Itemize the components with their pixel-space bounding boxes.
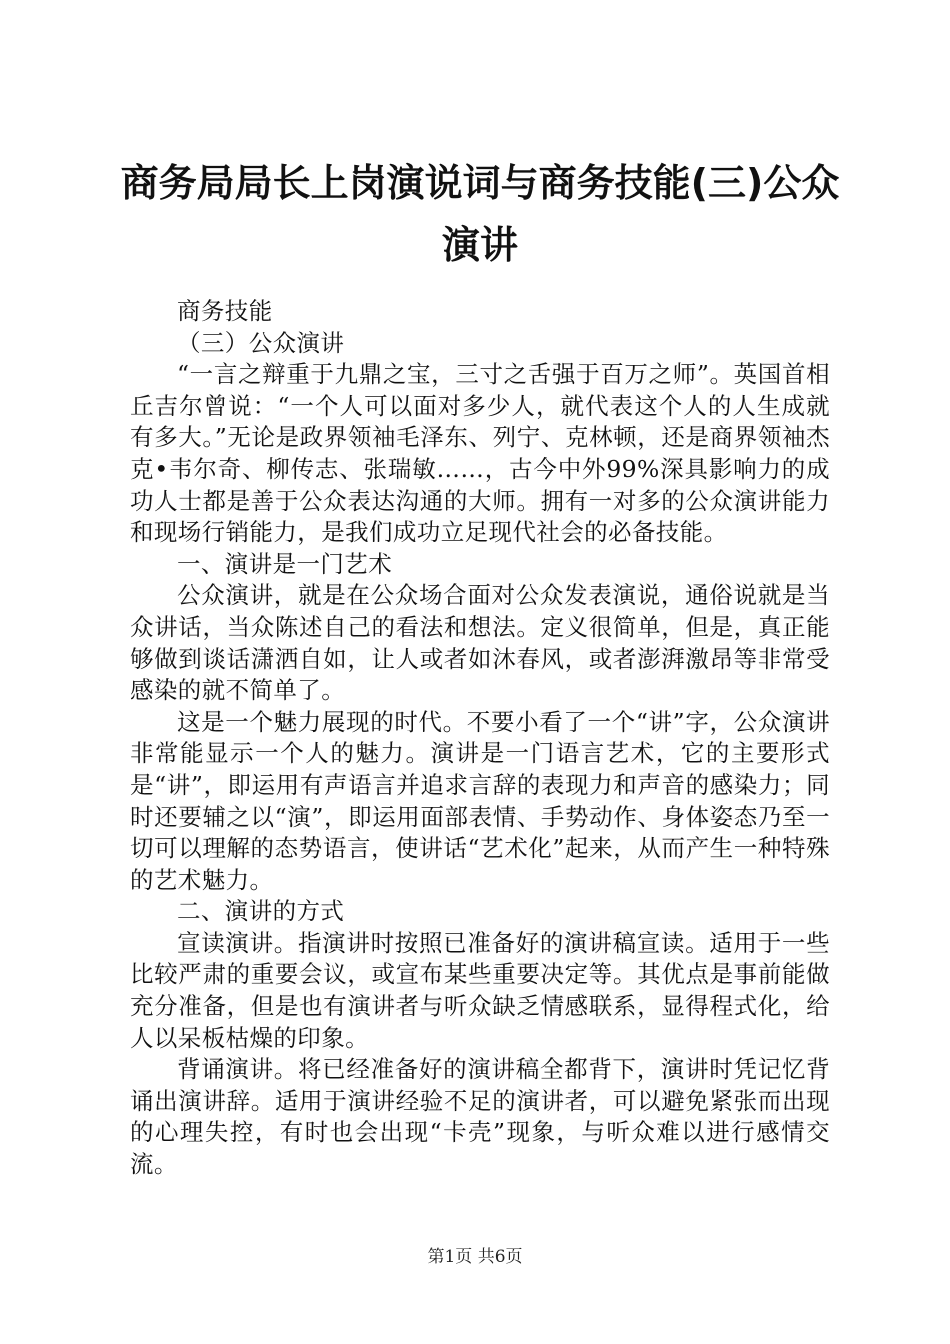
paragraph-recitation-speech: 背诵演讲。将已经准备好的演讲稿全都背下，演讲时凭记忆背诵出演讲辞。适用于演讲经验不足的演讲者，可以避免紧张而出现的心理失控，有时也会出现“卡壳”现象，与听众难以进行感情交流。 — [130, 1055, 830, 1179]
paragraph-heading-public-speaking: （三）公众演讲 — [177, 328, 345, 357]
paragraph-reading-speech: 宣读演讲。指演讲时按照已准备好的演讲稿宣读。适用于一些比较严肃的重要会议，或宣布某些重要决定等。其优点是事前能做充分准备，但是也有演讲者与听众缺乏情感联系，显得程式化，给人以呆板枯燥的印象。 — [130, 928, 830, 1052]
paragraph-heading-business-skills: 商务技能 — [177, 297, 273, 325]
document-title: 商务局局长上岗演说词与商务技能(三)公众演讲 — [120, 161, 840, 267]
paragraph-intro: “一言之辩重于九鼎之宝，三寸之舌强于百万之师”。英国首相丘吉尔曾说：“一个人可以面对多少人，就代表这个人的人生成就有多大。”无论是政界领袖毛泽东、列宁、克林顿，还是商界领袖杰克•韦尔奇、柳传志、张瑞敏……，古今中外99%深具影响力的成功人士都是善于公众表达沟通的大师。拥有一对多的公众演讲能力和现场行销能力，是我们成功立足现代社会的必备技能。 — [130, 360, 830, 547]
paragraph-charm: 这是一个魅力展现的时代。不要小看了一个“讲”字，公众演讲非常能显示一个人的魅力。演讲是一门语言艺术，它的主要形式是“讲”，即运用有声语言并追求言辞的表现力和声音的感染力；同时还要辅之以“演”，即运用面部表情、手势动作、身体姿态乃至一切可以理解的态势语言，使讲话“艺术化”起来，从而产生一种特殊的艺术魅力。 — [130, 707, 830, 894]
section-heading-art: 一、演讲是一门艺术 — [177, 549, 393, 578]
document-body — [130, 296, 830, 1181]
paragraph-definition: 公众演讲，就是在公众场合面对公众发表演说，通俗说就是当众讲话，当众陈述自己的看法和想法。定义很简单，但是，真正能够做到谈话潇洒自如，让人或者如沐春风，或者澎湃激昂等非常受感染的就不简单了。 — [130, 581, 830, 705]
page-footer: 第1页 共6页 — [427, 1247, 523, 1267]
section-heading-methods: 二、演讲的方式 — [177, 897, 345, 926]
